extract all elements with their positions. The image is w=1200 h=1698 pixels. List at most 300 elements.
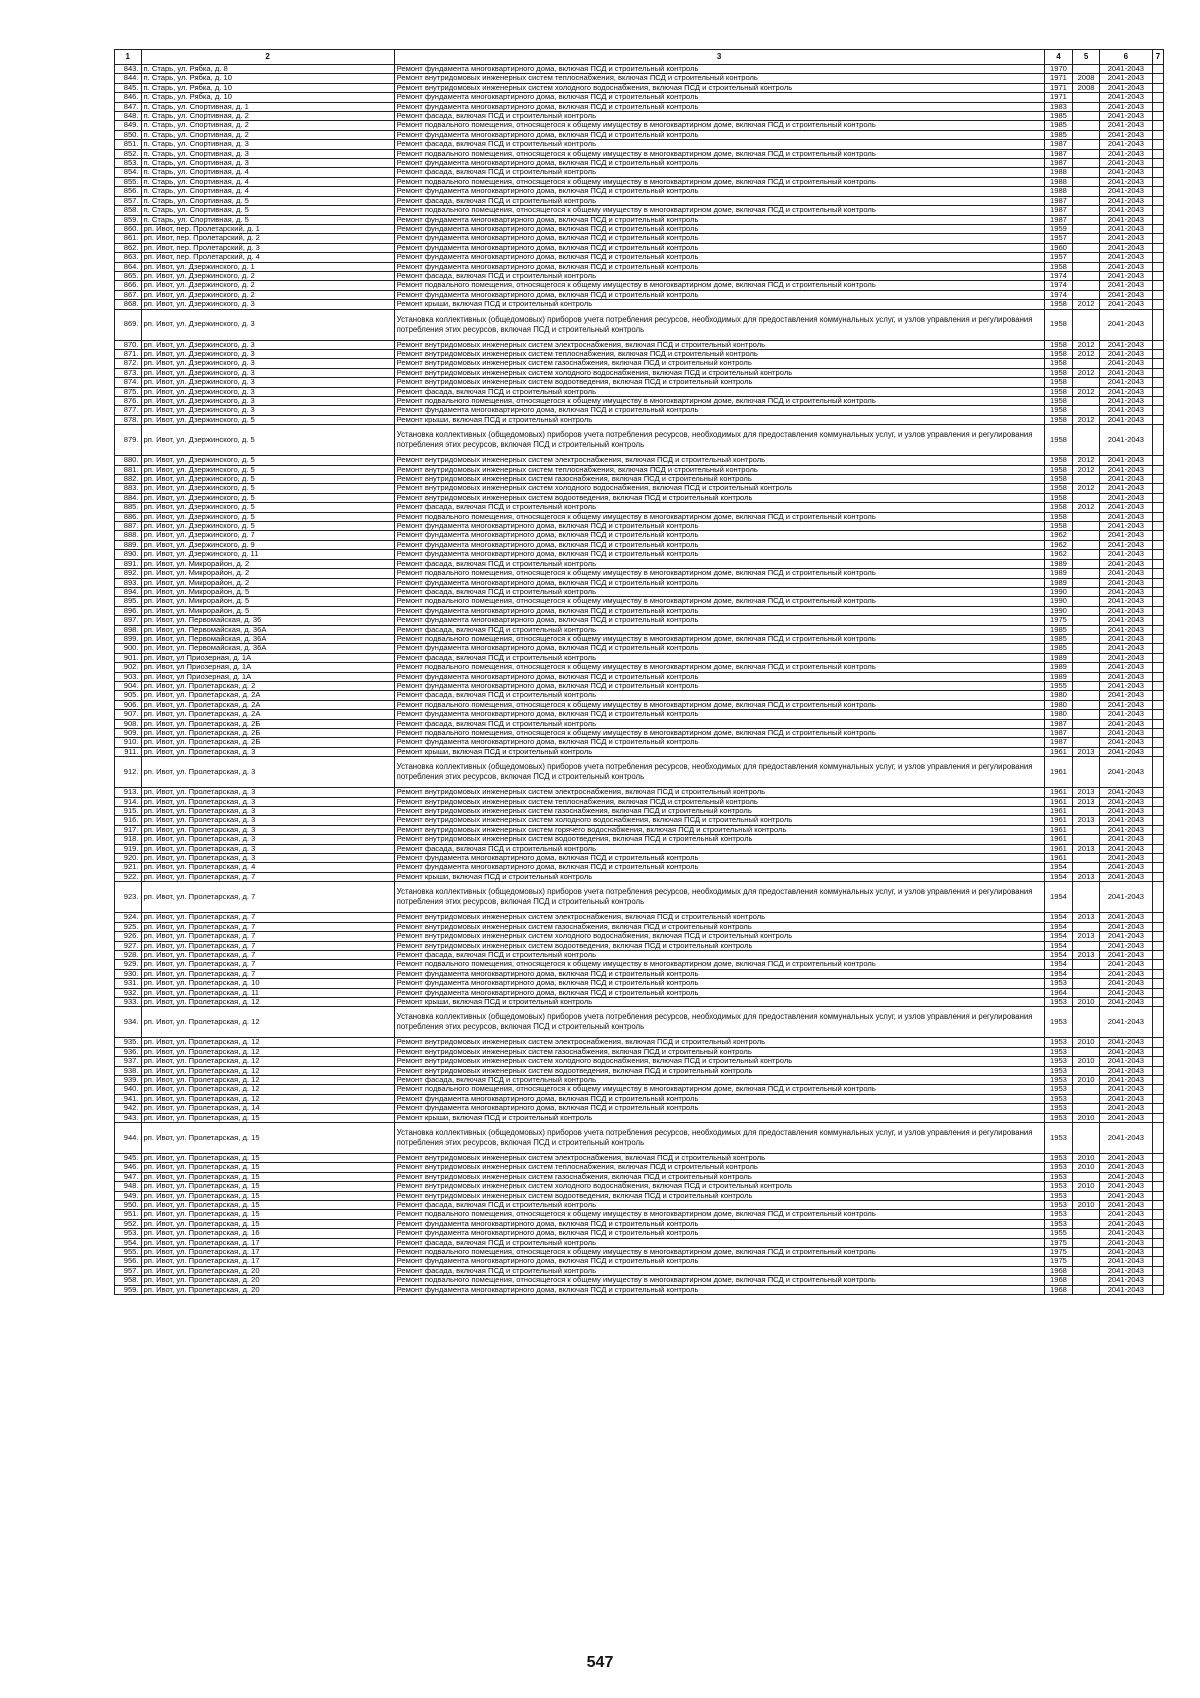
row-col-7 [1152, 1201, 1163, 1210]
row-work-type: Ремонт внутридомовых инженерных систем теплоснабжения, включая ПСД и строительный контроль [394, 349, 1044, 358]
row-planned-period: 2041-2043 [1099, 825, 1152, 834]
row-col-7 [1152, 309, 1163, 340]
row-planned-period: 2041-2043 [1099, 1085, 1152, 1094]
row-planned-period: 2041-2043 [1099, 1123, 1152, 1154]
row-work-type: Ремонт фундамента многоквартирного дома, включая ПСД и строительный контроль [394, 969, 1044, 978]
row-work-type: Ремонт фасада, включая ПСД и строительный контроль [394, 387, 1044, 396]
row-build-year: 1953 [1044, 1163, 1073, 1172]
row-planned-period: 2041-2043 [1099, 960, 1152, 969]
row-address: п. Старь, ул. Спортивная, д. 2 [141, 112, 394, 121]
table-row [115, 835, 1164, 844]
row-planned-period: 2041-2043 [1099, 378, 1152, 387]
row-address: п. Старь, ул. Спортивная, д. 2 [141, 121, 394, 130]
row-address: рп. Ивот, ул. Пролетарская, д. 12 [141, 1057, 394, 1066]
table-row [115, 844, 1164, 853]
row-address: рп. Ивот, пер. Пролетарский, д. 1 [141, 224, 394, 233]
row-work-type: Ремонт фасада, включая ПСД и строительный контроль [394, 719, 1044, 728]
row-col-7 [1152, 1182, 1163, 1191]
row-number: 888. [115, 531, 142, 540]
row-col-7 [1152, 1007, 1163, 1038]
header-col-3: 3 [394, 50, 1044, 65]
row-work-type: Ремонт фасада, включая ПСД и строительный контроль [394, 503, 1044, 512]
row-last-repair-year: 2010 [1073, 997, 1100, 1006]
row-build-year: 1975 [1044, 1248, 1073, 1257]
row-address: рп. Ивот, ул. Дзержинского, д. 3 [141, 359, 394, 368]
row-last-repair-year [1073, 359, 1100, 368]
row-number: 856. [115, 187, 142, 196]
table-row [115, 807, 1164, 816]
table-row [115, 1113, 1164, 1122]
table-header [115, 50, 1164, 65]
table-row [115, 960, 1164, 969]
row-address: рп. Ивот, ул. Пролетарская, д. 10 [141, 979, 394, 988]
row-col-7 [1152, 397, 1163, 406]
row-build-year: 1968 [1044, 1266, 1073, 1275]
row-number: 936. [115, 1047, 142, 1056]
row-col-7 [1152, 625, 1163, 634]
row-address: рп. Ивот, ул. Пролетарская, д. 3 [141, 788, 394, 797]
table-body [115, 65, 1164, 1295]
row-work-type: Ремонт внутридомовых инженерных систем газоснабжения, включая ПСД и строительный контроль [394, 807, 1044, 816]
row-last-repair-year: 2010 [1073, 1057, 1100, 1066]
row-build-year: 1961 [1044, 807, 1073, 816]
row-col-7 [1152, 1085, 1163, 1094]
row-work-type: Ремонт фундамента многоквартирного дома, включая ПСД и строительный контроль [394, 522, 1044, 531]
row-last-repair-year [1073, 540, 1100, 549]
row-work-type: Ремонт подвального помещения, относящегося к общему имуществу в многоквартирном доме, включая ПСД и строительный контроль [394, 206, 1044, 215]
row-work-type: Ремонт внутридомовых инженерных систем холодного водоснабжения, включая ПСД и строительный контроль [394, 1057, 1044, 1066]
row-number: 864. [115, 262, 142, 271]
row-address: рп. Ивот, ул. Пролетарская, д. 20 [141, 1276, 394, 1285]
row-build-year: 1974 [1044, 271, 1073, 280]
row-last-repair-year [1073, 121, 1100, 130]
row-build-year: 1958 [1044, 415, 1073, 424]
table-row [115, 465, 1164, 474]
table-row [115, 700, 1164, 709]
row-planned-period: 2041-2043 [1099, 415, 1152, 424]
row-address: рп. Ивот, ул. Пролетарская, д. 12 [141, 1066, 394, 1075]
row-last-repair-year [1073, 625, 1100, 634]
row-work-type: Ремонт фасада, включая ПСД и строительный контроль [394, 1201, 1044, 1210]
row-address: рп. Ивот, ул. Пролетарская, д. 15 [141, 1154, 394, 1163]
row-planned-period: 2041-2043 [1099, 913, 1152, 922]
row-address: рп. Ивот, ул. Пролетарская, д. 3 [141, 797, 394, 806]
row-planned-period: 2041-2043 [1099, 854, 1152, 863]
row-address: рп. Ивот, ул. Дзержинского, д. 5 [141, 475, 394, 484]
row-build-year: 1958 [1044, 349, 1073, 358]
row-planned-period: 2041-2043 [1099, 74, 1152, 83]
row-planned-period: 2041-2043 [1099, 1210, 1152, 1219]
table-row [115, 644, 1164, 653]
table-row [115, 1094, 1164, 1103]
row-col-7 [1152, 271, 1163, 280]
row-number: 941. [115, 1094, 142, 1103]
row-work-type: Ремонт внутридомовых инженерных систем водоотведения, включая ПСД и строительный контроль [394, 835, 1044, 844]
row-last-repair-year: 2012 [1073, 415, 1100, 424]
table-row [115, 634, 1164, 643]
row-address: рп. Ивот, ул. Первомайская, д. 36А [141, 625, 394, 634]
row-number: 945. [115, 1154, 142, 1163]
row-build-year: 1961 [1044, 797, 1073, 806]
row-last-repair-year [1073, 475, 1100, 484]
row-col-7 [1152, 672, 1163, 681]
row-address: рп. Ивот, ул. Дзержинского, д. 3 [141, 300, 394, 309]
row-col-7 [1152, 1047, 1163, 1056]
page-number: 547 [586, 1654, 614, 1671]
row-number: 854. [115, 168, 142, 177]
row-work-type: Ремонт фундамента многоквартирного дома, включая ПСД и строительный контроль [394, 290, 1044, 299]
row-last-repair-year [1073, 1285, 1100, 1294]
row-build-year: 1953 [1044, 1113, 1073, 1122]
table-row [115, 1104, 1164, 1113]
row-last-repair-year [1073, 224, 1100, 233]
row-col-7 [1152, 1104, 1163, 1113]
table-row [115, 747, 1164, 756]
table-row [115, 691, 1164, 700]
row-address: рп. Ивот, ул. Дзержинского, д. 2 [141, 290, 394, 299]
row-address: рп. Ивот, ул. Первомайская, д. 36 [141, 616, 394, 625]
row-col-7 [1152, 112, 1163, 121]
row-col-7 [1152, 406, 1163, 415]
table-row [115, 653, 1164, 662]
row-address: рп. Ивот, ул. Пролетарская, д. 3 [141, 747, 394, 756]
table-row [115, 863, 1164, 872]
row-col-7 [1152, 825, 1163, 834]
table-row [115, 719, 1164, 728]
row-number: 890. [115, 550, 142, 559]
row-last-repair-year: 2012 [1073, 368, 1100, 377]
row-build-year: 1953 [1044, 1182, 1073, 1191]
table-row [115, 397, 1164, 406]
row-build-year: 1962 [1044, 531, 1073, 540]
row-col-7 [1152, 1210, 1163, 1219]
row-build-year: 1954 [1044, 913, 1073, 922]
row-col-7 [1152, 234, 1163, 243]
row-planned-period: 2041-2043 [1099, 807, 1152, 816]
row-address: рп. Ивот, ул. Микрорайон, д. 2 [141, 559, 394, 568]
row-planned-period: 2041-2043 [1099, 425, 1152, 456]
row-number: 876. [115, 397, 142, 406]
row-last-repair-year [1073, 825, 1100, 834]
row-number: 920. [115, 854, 142, 863]
row-col-7 [1152, 168, 1163, 177]
row-planned-period: 2041-2043 [1099, 1038, 1152, 1047]
table-row [115, 1201, 1164, 1210]
row-build-year: 1953 [1044, 1057, 1073, 1066]
table-row [115, 1210, 1164, 1219]
row-last-repair-year: 2010 [1073, 1182, 1100, 1191]
row-build-year: 1958 [1044, 465, 1073, 474]
row-last-repair-year: 2013 [1073, 816, 1100, 825]
row-last-repair-year: 2012 [1073, 503, 1100, 512]
row-last-repair-year [1073, 234, 1100, 243]
row-address: рп. Ивот, ул. Пролетарская, д. 15 [141, 1191, 394, 1200]
row-number: 900. [115, 644, 142, 653]
row-build-year: 1961 [1044, 835, 1073, 844]
row-number: 933. [115, 997, 142, 1006]
row-planned-period: 2041-2043 [1099, 493, 1152, 502]
row-number: 946. [115, 1163, 142, 1172]
row-planned-period: 2041-2043 [1099, 243, 1152, 252]
row-number: 851. [115, 140, 142, 149]
row-col-7 [1152, 493, 1163, 502]
row-planned-period: 2041-2043 [1099, 969, 1152, 978]
row-number: 905. [115, 691, 142, 700]
row-col-7 [1152, 503, 1163, 512]
row-build-year: 1980 [1044, 710, 1073, 719]
row-address: рп. Ивот, ул. Пролетарская, д. 3 [141, 854, 394, 863]
row-number: 875. [115, 387, 142, 396]
row-number: 849. [115, 121, 142, 130]
row-work-type: Ремонт внутридомовых инженерных систем горячего водоснабжения, включая ПСД и строительный контроль [394, 825, 1044, 834]
row-build-year: 1985 [1044, 130, 1073, 139]
row-number: 950. [115, 1201, 142, 1210]
row-planned-period: 2041-2043 [1099, 271, 1152, 280]
row-planned-period: 2041-2043 [1099, 644, 1152, 653]
row-planned-period: 2041-2043 [1099, 700, 1152, 709]
row-address: п. Старь, ул. Спортивная, д. 3 [141, 149, 394, 158]
register-table [114, 49, 1164, 1295]
row-address: рп. Ивот, ул. Дзержинского, д. 5 [141, 493, 394, 502]
row-work-type: Установка коллективных (общедомовых) приборов учета потребления ресурсов, необходимых для предоставления коммунальных услуг, и узлов управления и регулирования потребления этих ресурсов, включая ПСД и строительный контроль [394, 1007, 1044, 1038]
row-col-7 [1152, 569, 1163, 578]
row-build-year: 1958 [1044, 300, 1073, 309]
row-last-repair-year [1073, 93, 1100, 102]
row-number: 949. [115, 1191, 142, 1200]
row-work-type: Ремонт подвального помещения, относящегося к общему имуществу в многоквартирном доме, включая ПСД и строительный контроль [394, 663, 1044, 672]
row-address: рп. Ивот, ул. Дзержинского, д. 3 [141, 387, 394, 396]
row-col-7 [1152, 1266, 1163, 1275]
row-col-7 [1152, 281, 1163, 290]
row-planned-period: 2041-2043 [1099, 950, 1152, 959]
row-col-7 [1152, 597, 1163, 606]
row-number: 853. [115, 159, 142, 168]
row-work-type: Ремонт подвального помещения, относящегося к общему имуществу в многоквартирном доме, включая ПСД и строительный контроль [394, 1210, 1044, 1219]
row-build-year: 1985 [1044, 634, 1073, 643]
row-address: рп. Ивот, ул. Пролетарская, д. 12 [141, 1007, 394, 1038]
row-work-type: Ремонт подвального помещения, относящегося к общему имуществу в многоквартирном доме, включая ПСД и строительный контроль [394, 177, 1044, 186]
row-work-type: Ремонт внутридомовых инженерных систем холодного водоснабжения, включая ПСД и строительный контроль [394, 1182, 1044, 1191]
row-work-type: Ремонт фундамента многоквартирного дома, включая ПСД и строительный контроль [394, 540, 1044, 549]
row-last-repair-year [1073, 1104, 1100, 1113]
row-build-year: 1954 [1044, 882, 1073, 913]
row-number: 947. [115, 1172, 142, 1181]
row-col-7 [1152, 300, 1163, 309]
table-row [115, 559, 1164, 568]
row-build-year: 1985 [1044, 121, 1073, 130]
row-last-repair-year [1073, 65, 1100, 74]
row-work-type: Ремонт крыши, включая ПСД и строительный контроль [394, 1113, 1044, 1122]
row-number: 897. [115, 616, 142, 625]
row-col-7 [1152, 387, 1163, 396]
row-work-type: Ремонт фасада, включая ПСД и строительный контроль [394, 844, 1044, 853]
row-planned-period: 2041-2043 [1099, 359, 1152, 368]
row-build-year: 1958 [1044, 309, 1073, 340]
row-work-type: Ремонт крыши, включая ПСД и строительный контроль [394, 872, 1044, 881]
row-planned-period: 2041-2043 [1099, 797, 1152, 806]
row-work-type: Ремонт фундамента многоквартирного дома, включая ПСД и строительный контроль [394, 988, 1044, 997]
row-work-type: Ремонт внутридомовых инженерных систем газоснабжения, включая ПСД и строительный контроль [394, 475, 1044, 484]
row-number: 873. [115, 368, 142, 377]
row-col-7 [1152, 747, 1163, 756]
table-row [115, 1229, 1164, 1238]
row-number: 855. [115, 177, 142, 186]
row-last-repair-year [1073, 1257, 1100, 1266]
row-address: рп. Ивот, пер. Пролетарский, д. 2 [141, 234, 394, 243]
row-work-type: Ремонт подвального помещения, относящегося к общему имуществу в многоквартирном доме, включая ПСД и строительный контроль [394, 512, 1044, 521]
row-build-year: 1964 [1044, 988, 1073, 997]
row-col-7 [1152, 1238, 1163, 1247]
row-planned-period: 2041-2043 [1099, 587, 1152, 596]
row-number: 883. [115, 484, 142, 493]
row-number: 942. [115, 1104, 142, 1113]
row-address: рп. Ивот, пер. Пролетарский, д. 4 [141, 253, 394, 262]
row-work-type: Ремонт фундамента многоквартирного дома, включая ПСД и строительный контроль [394, 1094, 1044, 1103]
table-row [115, 922, 1164, 931]
table-row [115, 159, 1164, 168]
row-planned-period: 2041-2043 [1099, 224, 1152, 233]
table-row [115, 368, 1164, 377]
row-last-repair-year: 2010 [1073, 1201, 1100, 1210]
row-address: рп. Ивот, ул. Дзержинского, д. 9 [141, 540, 394, 549]
table-row [115, 1238, 1164, 1247]
table-row [115, 243, 1164, 252]
row-col-7 [1152, 997, 1163, 1006]
row-planned-period: 2041-2043 [1099, 1047, 1152, 1056]
row-work-type: Ремонт фундамента многоквартирного дома, включая ПСД и строительный контроль [394, 159, 1044, 168]
row-planned-period: 2041-2043 [1099, 1163, 1152, 1172]
row-work-type: Ремонт фасада, включая ПСД и строительный контроль [394, 559, 1044, 568]
row-build-year: 1987 [1044, 140, 1073, 149]
row-build-year: 1953 [1044, 1201, 1073, 1210]
row-work-type: Ремонт внутридомовых инженерных систем электроснабжения, включая ПСД и строительный контроль [394, 1154, 1044, 1163]
row-work-type: Ремонт фундамента многоквартирного дома, включая ПСД и строительный контроль [394, 979, 1044, 988]
table-row [115, 729, 1164, 738]
row-work-type: Установка коллективных (общедомовых) приборов учета потребления ресурсов, необходимых для предоставления коммунальных услуг, и узлов управления и регулирования потребления этих ресурсов, включая ПСД и строительный контроль [394, 757, 1044, 788]
row-address: рп. Ивот, ул. Пролетарская, д. 7 [141, 932, 394, 941]
row-number: 935. [115, 1038, 142, 1047]
row-number: 910. [115, 738, 142, 747]
row-number: 852. [115, 149, 142, 158]
row-col-7 [1152, 262, 1163, 271]
row-last-repair-year [1073, 672, 1100, 681]
row-planned-period: 2041-2043 [1099, 634, 1152, 643]
row-work-type: Ремонт фундамента многоквартирного дома, включая ПСД и строительный контроль [394, 253, 1044, 262]
row-build-year: 1975 [1044, 616, 1073, 625]
row-work-type: Ремонт фасада, включая ПСД и строительный контроль [394, 112, 1044, 121]
table-row [115, 475, 1164, 484]
table-row [115, 149, 1164, 158]
row-last-repair-year [1073, 378, 1100, 387]
row-col-7 [1152, 65, 1163, 74]
row-build-year: 1958 [1044, 340, 1073, 349]
row-number: 887. [115, 522, 142, 531]
row-build-year: 1958 [1044, 397, 1073, 406]
table-row [115, 262, 1164, 271]
row-last-repair-year [1073, 700, 1100, 709]
table-row [115, 387, 1164, 396]
row-build-year: 1962 [1044, 540, 1073, 549]
row-work-type: Ремонт фасада, включая ПСД и строительный контроль [394, 196, 1044, 205]
row-build-year: 1987 [1044, 729, 1073, 738]
row-last-repair-year [1073, 587, 1100, 596]
row-work-type: Ремонт подвального помещения, относящегося к общему имуществу в многоквартирном доме, включая ПСД и строительный контроль [394, 597, 1044, 606]
row-build-year: 1975 [1044, 1257, 1073, 1266]
row-col-7 [1152, 149, 1163, 158]
row-work-type: Ремонт фундамента многоквартирного дома, включая ПСД и строительный контроль [394, 93, 1044, 102]
row-last-repair-year [1073, 149, 1100, 158]
row-last-repair-year [1073, 691, 1100, 700]
row-col-7 [1152, 378, 1163, 387]
row-col-7 [1152, 1285, 1163, 1294]
table-row [115, 788, 1164, 797]
row-planned-period: 2041-2043 [1099, 863, 1152, 872]
row-planned-period: 2041-2043 [1099, 578, 1152, 587]
row-last-repair-year [1073, 807, 1100, 816]
row-planned-period: 2041-2043 [1099, 1238, 1152, 1247]
row-col-7 [1152, 93, 1163, 102]
row-address: рп. Ивот, ул. Пролетарская, д. 12 [141, 1085, 394, 1094]
row-address: рп. Ивот, ул. Дзержинского, д. 1 [141, 262, 394, 271]
row-col-7 [1152, 1257, 1163, 1266]
header-col-1: 1 [115, 50, 142, 65]
row-col-7 [1152, 215, 1163, 224]
row-last-repair-year [1073, 1172, 1100, 1181]
row-number: 927. [115, 941, 142, 950]
row-number: 913. [115, 788, 142, 797]
table-row [115, 349, 1164, 358]
row-work-type: Установка коллективных (общедомовых) приборов учета потребления ресурсов, необходимых для предоставления коммунальных услуг, и узлов управления и регулирования потребления этих ресурсов, включая ПСД и строительный контроль [394, 882, 1044, 913]
row-build-year: 1980 [1044, 691, 1073, 700]
row-col-7 [1152, 540, 1163, 549]
row-address: рп. Ивот, ул. Пролетарская, д. 15 [141, 1219, 394, 1228]
row-build-year: 1953 [1044, 1038, 1073, 1047]
row-address: рп. Ивот, ул. Пролетарская, д. 2Б [141, 738, 394, 747]
row-address: п. Старь, ул. Рябка, д. 10 [141, 83, 394, 92]
row-number: 845. [115, 83, 142, 92]
row-last-repair-year: 2013 [1073, 932, 1100, 941]
header-col-7: 7 [1152, 50, 1163, 65]
row-planned-period: 2041-2043 [1099, 130, 1152, 139]
row-planned-period: 2041-2043 [1099, 710, 1152, 719]
row-work-type: Ремонт фундамента многоквартирного дома, включая ПСД и строительный контроль [394, 1257, 1044, 1266]
row-col-7 [1152, 872, 1163, 881]
table-row [115, 1038, 1164, 1047]
row-work-type: Ремонт внутридомовых инженерных систем электроснабжения, включая ПСД и строительный контроль [394, 1038, 1044, 1047]
row-address: рп. Ивот, ул. Пролетарская, д. 7 [141, 960, 394, 969]
row-build-year: 1990 [1044, 587, 1073, 596]
row-col-7 [1152, 512, 1163, 521]
row-last-repair-year [1073, 1085, 1100, 1094]
row-work-type: Ремонт внутридомовых инженерных систем теплоснабжения, включая ПСД и строительный контроль [394, 74, 1044, 83]
row-last-repair-year [1073, 187, 1100, 196]
row-number: 924. [115, 913, 142, 922]
row-planned-period: 2041-2043 [1099, 406, 1152, 415]
row-last-repair-year [1073, 1248, 1100, 1257]
row-col-7 [1152, 882, 1163, 913]
row-work-type: Ремонт внутридомовых инженерных систем электроснабжения, включая ПСД и строительный контроль [394, 788, 1044, 797]
row-planned-period: 2041-2043 [1099, 1191, 1152, 1200]
row-build-year: 1958 [1044, 475, 1073, 484]
row-work-type: Ремонт фундамента многоквартирного дома, включая ПСД и строительный контроль [394, 65, 1044, 74]
row-build-year: 1985 [1044, 112, 1073, 121]
row-planned-period: 2041-2043 [1099, 1182, 1152, 1191]
row-work-type: Ремонт подвального помещения, относящегося к общему имуществу в многоквартирном доме, включая ПСД и строительный контроль [394, 281, 1044, 290]
row-last-repair-year [1073, 1191, 1100, 1200]
row-planned-period: 2041-2043 [1099, 1066, 1152, 1075]
row-last-repair-year [1073, 653, 1100, 662]
row-last-repair-year [1073, 634, 1100, 643]
